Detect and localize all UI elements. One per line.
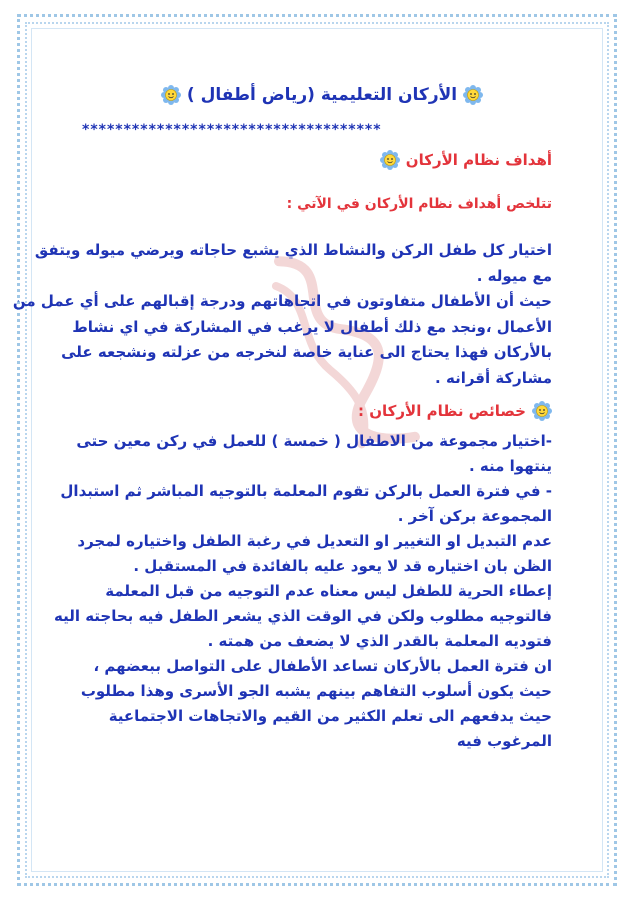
features-paragraph — [53, 429, 552, 754]
paragraph-line: مشاركة أقرانه . — [435, 368, 552, 387]
document-content — [12, 80, 552, 754]
smiley-flower-icon — [161, 85, 181, 105]
title-text: الأركان التعليمية (رياض أطفال ) — [186, 85, 458, 105]
goals-summary: تتلخص أهداف نظام الأركان في الآتي : — [286, 196, 552, 212]
paragraph-line: عدم التبديل او التغيير او التعديل في رغبة الطفل واختياره لمجرد — [77, 532, 552, 550]
smiley-flower-icon — [532, 401, 552, 421]
paragraph-line: -اختيار مجموعة من الاطفال ( خمسة ) للعمل في ركن معين حتى — [76, 432, 552, 450]
paragraph-line: إعطاء الحرية للطفل ليس معناه عدم التوجيه من قبل المعلمة — [105, 582, 552, 600]
title-divider: ************************************ — [82, 122, 382, 138]
smiley-flower-icon — [380, 150, 400, 170]
paragraph-line: فتوديه المعلمة بالقدر الذي لا يضعف من همته . — [207, 632, 552, 650]
features-heading-text: خصائص نظام الأركان : — [358, 402, 526, 420]
page-title — [92, 80, 552, 110]
paragraph-line: اختيار كل طفل الركن والنشاط الذي يشبع حاجاته ويرضي ميوله ويتفق — [34, 241, 552, 259]
paragraph-line: الأعمال ،ونجد مع ذلك أطفال لا يرغب في المشاركة في اي نشاط — [72, 317, 552, 336]
paragraph-line: حيث يدفعهم الى تعلم الكثير من القيم والاتجاهات الاجتماعية — [108, 707, 552, 725]
paragraph-line: المرغوب فيه — [456, 732, 552, 750]
paragraph-line: ان فترة العمل بالأركان تساعد الأطفال على التواصل ببعضهم ، — [93, 657, 552, 675]
goals-heading — [92, 150, 552, 170]
paragraph-line: - في فترة العمل بالركن تقوم المعلمة بالتوجيه المباشر ثم استبدال — [60, 482, 552, 500]
paragraph-line: فالتوجيه مطلوب ولكن في الوقت الذي يشعر الطفل فيه بحاجته اليه — [53, 607, 552, 625]
paragraph-line: حيث أن الأطفال متفاوتون في اتجاهاتهم ودرجة إقبالهم على أي عمل من — [12, 292, 552, 310]
paragraph-line: المجموعة بركن آخر . — [397, 507, 552, 525]
paragraph-line: الظن بان اختياره قد لا يعود عليه بالفائدة في المستقبل . — [133, 557, 552, 575]
paragraph-line: ينتهوا منه . — [469, 457, 552, 475]
goals-heading-text: أهداف نظام الأركان — [405, 151, 552, 169]
features-heading — [92, 401, 552, 421]
goals-paragraph — [12, 238, 552, 391]
smiley-flower-icon — [463, 85, 483, 105]
paragraph-line: بالأركان فهذا يحتاج الى عناية خاصة لنخرجه من عزلته ونشجعه على — [61, 343, 552, 361]
paragraph-line: حيث يكون أسلوب التفاهم بينهم يشبه الجو الأسرى وهذا مطلوب — [80, 682, 552, 700]
paragraph-line: مع ميوله . — [476, 266, 552, 285]
